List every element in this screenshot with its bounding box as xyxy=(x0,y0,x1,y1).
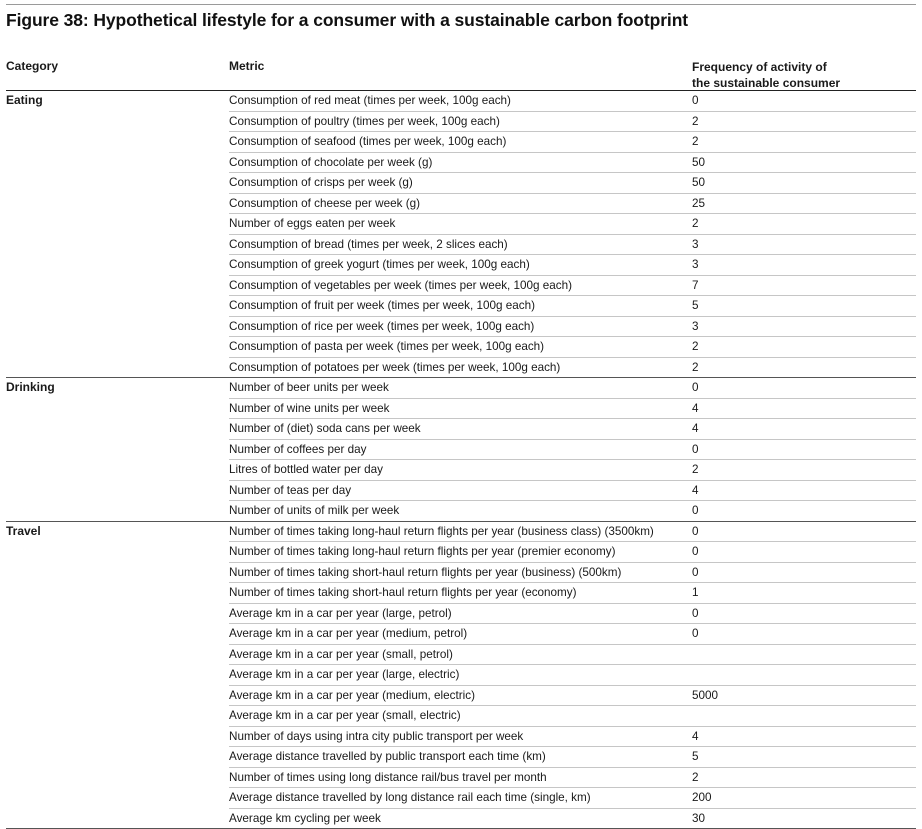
metric-cell: Number of eggs eaten per week xyxy=(229,214,395,233)
section-category-label: Eating xyxy=(6,93,43,107)
table-row xyxy=(229,706,916,727)
table-row xyxy=(229,153,916,174)
frequency-cell: 4 xyxy=(692,481,699,500)
table-row xyxy=(229,604,916,625)
table-row xyxy=(229,542,916,563)
frequency-cell: 2 xyxy=(692,358,699,377)
metric-cell: Consumption of crisps per week (g) xyxy=(229,173,413,192)
section-drinking xyxy=(6,378,916,522)
frequency-cell: 3 xyxy=(692,235,699,254)
table-row xyxy=(229,132,916,153)
table-row xyxy=(229,788,916,809)
frequency-cell: 0 xyxy=(692,563,699,582)
metric-cell: Consumption of red meat (times per week, 100g each) xyxy=(229,91,511,110)
frequency-cell: 2 xyxy=(692,214,699,233)
frequency-cell: 50 xyxy=(692,153,705,172)
figure-title: Figure 38: Hypothetical lifestyle for a consumer with a sustainable carbon footprint xyxy=(6,10,688,31)
metric-cell: Consumption of seafood (times per week, 100g each) xyxy=(229,132,506,151)
frequency-cell: 7 xyxy=(692,276,699,295)
table-row xyxy=(229,440,916,461)
table-row xyxy=(229,276,916,297)
table-row xyxy=(229,768,916,789)
table-row xyxy=(229,317,916,338)
frequency-cell: 5 xyxy=(692,296,699,315)
table-row xyxy=(229,255,916,276)
metric-cell: Number of teas per day xyxy=(229,481,351,500)
metric-cell: Average km in a car per year (large, petrol) xyxy=(229,604,452,623)
metric-cell: Consumption of greek yogurt (times per week, 100g each) xyxy=(229,255,530,274)
frequency-cell: 25 xyxy=(692,194,705,213)
table-body xyxy=(6,91,916,829)
table-row xyxy=(229,501,916,521)
frequency-cell: 50 xyxy=(692,173,705,192)
frequency-cell: 3 xyxy=(692,317,699,336)
table-row xyxy=(229,378,916,399)
section-category-label: Travel xyxy=(6,524,41,538)
table-row xyxy=(229,460,916,481)
frequency-cell: 0 xyxy=(692,378,699,397)
frequency-cell: 2 xyxy=(692,460,699,479)
frequency-cell: 0 xyxy=(692,440,699,459)
table-row xyxy=(229,665,916,686)
table-row xyxy=(229,624,916,645)
table-row xyxy=(229,563,916,584)
table-row xyxy=(229,399,916,420)
metric-cell: Consumption of chocolate per week (g) xyxy=(229,153,432,172)
frequency-cell: 30 xyxy=(692,809,705,828)
header-frequency xyxy=(692,59,892,91)
table-row xyxy=(229,747,916,768)
metric-cell: Consumption of potatoes per week (times per week, 100g each) xyxy=(229,358,560,377)
metric-cell: Number of times taking short-haul return flights per year (economy) xyxy=(229,583,577,602)
frequency-cell: 2 xyxy=(692,132,699,151)
header-frequency-line1: Frequency of activity of xyxy=(692,59,892,75)
metric-cell: Average km in a car per year (small, petrol) xyxy=(229,645,453,664)
metric-cell: Consumption of rice per week (times per week, 100g each) xyxy=(229,317,534,336)
frequency-cell: 2 xyxy=(692,112,699,131)
metric-cell: Average distance travelled by long distance rail each time (single, km) xyxy=(229,788,591,807)
metric-cell: Number of times taking long-haul return flights per year (business class) (3500km) xyxy=(229,522,654,541)
section-category-label: Drinking xyxy=(6,380,55,394)
frequency-cell: 4 xyxy=(692,419,699,438)
table-header xyxy=(6,58,916,91)
metric-cell: Consumption of bread (times per week, 2 slices each) xyxy=(229,235,508,254)
frequency-cell: 1 xyxy=(692,583,699,602)
section-eating xyxy=(6,91,916,378)
table-row xyxy=(229,173,916,194)
frequency-cell: 200 xyxy=(692,788,712,807)
frequency-cell: 0 xyxy=(692,604,699,623)
frequency-cell: 0 xyxy=(692,624,699,643)
table-row xyxy=(229,214,916,235)
frequency-cell: 0 xyxy=(692,91,699,110)
metric-cell: Average distance travelled by public transport each time (km) xyxy=(229,747,546,766)
metric-cell: Number of times using long distance rail/bus travel per month xyxy=(229,768,547,787)
metric-cell: Number of (diet) soda cans per week xyxy=(229,419,421,438)
section-travel xyxy=(6,522,916,829)
table-row xyxy=(229,727,916,748)
metric-cell: Average km in a car per year (large, electric) xyxy=(229,665,459,684)
metric-cell: Average km in a car per year (small, electric) xyxy=(229,706,461,725)
metric-cell: Average km in a car per year (medium, petrol) xyxy=(229,624,467,643)
frequency-cell: 0 xyxy=(692,501,699,520)
table-row xyxy=(229,522,916,543)
table-row xyxy=(229,112,916,133)
header-metric: Metric xyxy=(229,59,264,73)
metric-cell: Number of units of milk per week xyxy=(229,501,399,520)
table-row xyxy=(229,91,916,112)
table-row xyxy=(229,686,916,707)
metric-cell: Average km cycling per week xyxy=(229,809,381,828)
metric-cell: Consumption of cheese per week (g) xyxy=(229,194,420,213)
frequency-cell: 4 xyxy=(692,399,699,418)
table-row xyxy=(229,419,916,440)
metric-cell: Number of times taking short-haul return flights per year (business) (500km) xyxy=(229,563,621,582)
table-row xyxy=(229,296,916,317)
table-row xyxy=(229,481,916,502)
metric-cell: Number of days using intra city public transport per week xyxy=(229,727,523,746)
table-row xyxy=(229,194,916,215)
table-row xyxy=(229,809,916,829)
frequency-cell: 0 xyxy=(692,522,699,541)
metric-cell: Number of beer units per week xyxy=(229,378,389,397)
table-row xyxy=(229,337,916,358)
metric-cell: Number of times taking long-haul return flights per year (premier economy) xyxy=(229,542,616,561)
metric-cell: Average km in a car per year (medium, electric) xyxy=(229,686,475,705)
table-row xyxy=(229,583,916,604)
frequency-cell: 3 xyxy=(692,255,699,274)
metric-cell: Litres of bottled water per day xyxy=(229,460,383,479)
header-frequency-line2: the sustainable consumer xyxy=(692,75,892,91)
metric-cell: Number of coffees per day xyxy=(229,440,367,459)
frequency-cell: 0 xyxy=(692,542,699,561)
metric-cell: Number of wine units per week xyxy=(229,399,389,418)
top-rule xyxy=(6,4,916,5)
metric-cell: Consumption of pasta per week (times per week, 100g each) xyxy=(229,337,544,356)
frequency-cell: 4 xyxy=(692,727,699,746)
header-category: Category xyxy=(6,59,58,73)
frequency-cell: 2 xyxy=(692,768,699,787)
metric-cell: Consumption of vegetables per week (times per week, 100g each) xyxy=(229,276,572,295)
table-row xyxy=(229,358,916,378)
metric-cell: Consumption of poultry (times per week, 100g each) xyxy=(229,112,500,131)
metric-cell: Consumption of fruit per week (times per week, 100g each) xyxy=(229,296,535,315)
table-row xyxy=(229,235,916,256)
frequency-cell: 5 xyxy=(692,747,699,766)
frequency-cell: 5000 xyxy=(692,686,718,705)
table-row xyxy=(229,645,916,666)
frequency-cell: 2 xyxy=(692,337,699,356)
